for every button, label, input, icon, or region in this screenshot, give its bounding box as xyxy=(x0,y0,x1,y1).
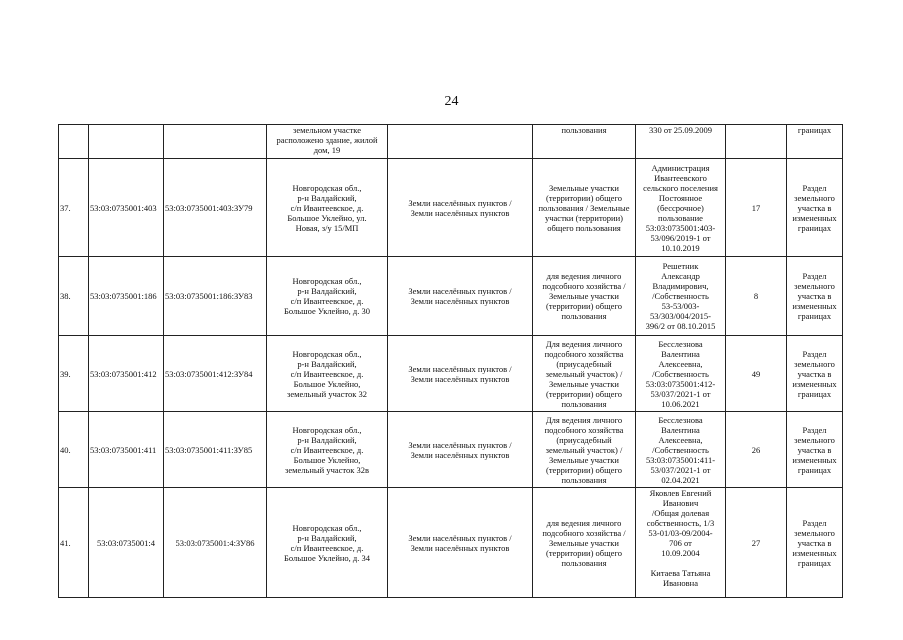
cell-area: 27 xyxy=(726,488,787,598)
cell-cadastral-original: 53:03:0735001:186 xyxy=(89,257,164,336)
cell-cadastral-original: 53:03:0735001:4 xyxy=(89,488,164,598)
cell-address: Новгородская обл., р-н Валдайский, с/п Ивантеевское, д. Большое Уклейно, земельный участок 32 xyxy=(267,336,388,412)
cell-purpose: Для ведения личного подсобного хозяйства (приусадебный земельный участок) / Земельные участки (территории) общего пользования xyxy=(533,336,636,412)
cell-purpose: Для ведения личного подсобного хозяйства (приусадебный земельный участок) / Земельные участки (территории) общего пользования xyxy=(533,412,636,488)
cell-area: 8 xyxy=(726,257,787,336)
cell-rights: 330 от 25.09.2009 xyxy=(636,125,726,159)
cell-address: Новгородская обл., р-н Валдайский, с/п Ивантеевское, д. Большое Уклейно, ул. Новая, з/у 15/МП xyxy=(267,159,388,257)
cell-address: Новгородская обл., р-н Валдайский, с/п Ивантеевское, д. Большое Уклейно, д. 34 xyxy=(267,488,388,598)
cell-change: Раздел земельного участка в измененных границах xyxy=(787,159,843,257)
cell-area: 49 xyxy=(726,336,787,412)
cell-cadastral-new xyxy=(164,125,267,159)
table-row xyxy=(59,412,843,488)
cell-category: Земли населённых пунктов / Земли населённых пунктов xyxy=(388,159,533,257)
cell-cadastral-original: 53:03:0735001:412 xyxy=(89,336,164,412)
cell-category: Земли населённых пунктов / Земли населённых пунктов xyxy=(388,257,533,336)
page-number: 24 xyxy=(444,94,459,109)
cell-cadastral-new: 53:03:0735001:412:ЗУ84 xyxy=(164,336,267,412)
cell-change: Раздел земельного участка в измененных границах xyxy=(787,412,843,488)
cell-area: 17 xyxy=(726,159,787,257)
cell-num: 41. xyxy=(59,488,89,598)
cell-purpose: пользования xyxy=(533,125,636,159)
cell-cadastral-original xyxy=(89,125,164,159)
cell-num xyxy=(59,125,89,159)
cell-rights: Решетник Александр Владимирович, /Собственность 53-53/003- 53/303/004/2015- 396/2 от 08.10.2015 xyxy=(636,257,726,336)
cell-purpose: для ведения личного подсобного хозяйства / Земельные участки (территории) общего пользования xyxy=(533,257,636,336)
cell-rights: Бесслезнова Валентина Алексеевна, /Собственность 53:03:0735001:412- 53/037/2021-1 от 10.06.2021 xyxy=(636,336,726,412)
cell-category: Земли населённых пунктов / Земли населённых пунктов xyxy=(388,488,533,598)
table-row xyxy=(59,488,843,598)
cell-num: 38. xyxy=(59,257,89,336)
cell-area: 26 xyxy=(726,412,787,488)
table-row xyxy=(59,159,843,257)
table-row xyxy=(59,257,843,336)
table-row xyxy=(59,336,843,412)
cell-change: границах xyxy=(787,125,843,159)
cell-address: земельном участке расположено здание, жилой дом, 19 xyxy=(267,125,388,159)
cell-rights: Администрация Ивантеевского сельского поселения Постоянное (бессрочное) пользование 53:03:0735001:403- 53/096/2019-1 от 10.10.2019 xyxy=(636,159,726,257)
cell-cadastral-new: 53:03:0735001:4:ЗУ86 xyxy=(164,488,267,598)
cell-rights: Бесслезнова Валентина Алексеевна, /Собственность 53:03:0735001:411- 53/037/2021-1 от 02.04.2021 xyxy=(636,412,726,488)
land-plots-table xyxy=(58,124,843,598)
table-row-continuation xyxy=(59,125,843,159)
cell-num: 40. xyxy=(59,412,89,488)
cell-address: Новгородская обл., р-н Валдайский, с/п Ивантеевское, д. Большое Уклейно, д. 30 xyxy=(267,257,388,336)
cell-purpose: для ведения личного подсобного хозяйства / Земельные участки (территории) общего пользования xyxy=(533,488,636,598)
cell-category: Земли населённых пунктов / Земли населённых пунктов xyxy=(388,412,533,488)
cell-cadastral-original: 53:03:0735001:411 xyxy=(89,412,164,488)
cell-num: 39. xyxy=(59,336,89,412)
cell-change: Раздел земельного участка в измененных границах xyxy=(787,488,843,598)
cell-num: 37. xyxy=(59,159,89,257)
cell-cadastral-new: 53:03:0735001:403:ЗУ79 xyxy=(164,159,267,257)
cell-cadastral-original: 53:03:0735001:403 xyxy=(89,159,164,257)
cell-cadastral-new: 53:03:0735001:186:ЗУ83 xyxy=(164,257,267,336)
cell-area xyxy=(726,125,787,159)
cell-category xyxy=(388,125,533,159)
cell-rights: Яковлев Евгений Иванович /Общая долевая собственность, 1/3 53-01/03-09/2004- 706 от 10.09.2004 Китаева Татьяна Ивановна xyxy=(636,488,726,598)
cell-change: Раздел земельного участка в измененных границах xyxy=(787,336,843,412)
cell-cadastral-new: 53:03:0735001:411:ЗУ85 xyxy=(164,412,267,488)
cell-category: Земли населённых пунктов / Земли населённых пунктов xyxy=(388,336,533,412)
cell-change: Раздел земельного участка в измененных границах xyxy=(787,257,843,336)
cell-address: Новгородская обл., р-н Валдайский, с/п Ивантеевское, д. Большое Уклейно, земельный участок 32в xyxy=(267,412,388,488)
cell-purpose: Земельные участки (территории) общего пользования / Земельные участки (территории) общего пользования xyxy=(533,159,636,257)
